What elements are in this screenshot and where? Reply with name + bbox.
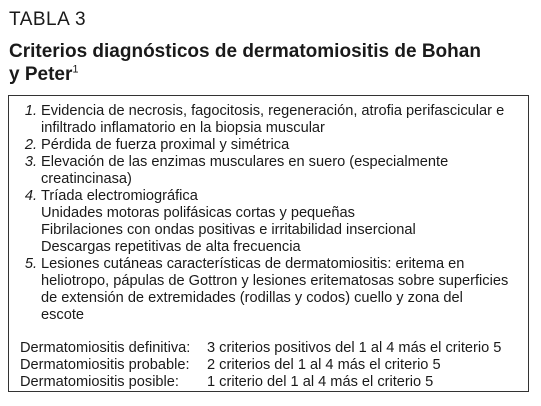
- criteria-list: [9, 103, 530, 324]
- definition-term: Dermatomiositis definitiva:: [20, 340, 191, 356]
- title-reference: 1: [72, 63, 79, 76]
- criterion-4: [9, 188, 530, 256]
- criterion-3: [9, 154, 530, 188]
- criterion-2: [9, 137, 530, 154]
- criterion-line: Fibrilaciones con ondas positivas e irritabilidad insercional: [41, 222, 416, 238]
- criterion-number: 5.: [24, 256, 37, 272]
- criterion-line: heliotropo, pápulas de Gottron y lesiones eritematosas sobre superficies: [41, 273, 509, 289]
- criterion-line: Tríada electromiográfica: [41, 188, 198, 204]
- definition-term: Dermatomiositis posible:: [20, 374, 179, 390]
- criterion-5: [9, 256, 530, 324]
- criterion-number: 2.: [24, 137, 37, 153]
- criterion-number: 4.: [24, 188, 37, 204]
- criterion-line: de extensión de extremidades (rodillas y codos) cuello y zona del: [41, 290, 463, 306]
- definition-value: 1 criterio del 1 al 4 más el criterio 5: [207, 374, 434, 390]
- criterion-line: creatincinasa): [41, 171, 132, 187]
- table-title: [9, 40, 529, 86]
- criterion-text: [41, 137, 526, 154]
- criterion-text: [41, 188, 526, 256]
- criterion-line: Unidades motoras polifásicas cortas y pequeñas: [41, 205, 355, 221]
- table-label: TABLA 3: [9, 9, 87, 30]
- criterion-line: Descargas repetitivas de alta frecuencia: [41, 239, 301, 255]
- definition-value: 3 criterios positivos del 1 al 4 más el criterio 5: [207, 340, 502, 356]
- definition-definitive: [20, 340, 501, 357]
- criterion-text: [41, 103, 526, 137]
- criterion-line: Lesiones cutáneas características de dermatomiositis: eritema en: [41, 256, 465, 272]
- criterion-1: [9, 103, 530, 137]
- criterion-line: escote: [41, 307, 84, 323]
- definition-value: 2 criterios del 1 al 4 más el criterio 5: [207, 357, 441, 373]
- definition-possible: [20, 374, 501, 391]
- title-line-2-text: y Peter: [9, 64, 73, 85]
- definition-term: Dermatomiositis probable:: [20, 357, 190, 373]
- diagnosis-definitions: [20, 340, 501, 391]
- definition-probable: [20, 357, 501, 374]
- criterion-line: Evidencia de necrosis, fagocitosis, regeneración, atrofia perifascicular e: [41, 103, 505, 119]
- criterion-number: 1.: [24, 103, 37, 119]
- title-line-2: [9, 63, 529, 86]
- criterion-text: [41, 256, 526, 324]
- criterion-number: 3.: [24, 154, 37, 170]
- criterion-line: infiltrado inflamatorio en la biopsia muscular: [41, 120, 325, 136]
- criterion-line: Elevación de las enzimas musculares en suero (especialmente: [41, 154, 449, 170]
- criterion-line: Pérdida de fuerza proximal y simétrica: [41, 137, 290, 153]
- criterion-text: [41, 154, 526, 188]
- title-line-1: Criterios diagnósticos de dermatomiositis de Bohan: [9, 41, 481, 62]
- criteria-box: [8, 95, 529, 392]
